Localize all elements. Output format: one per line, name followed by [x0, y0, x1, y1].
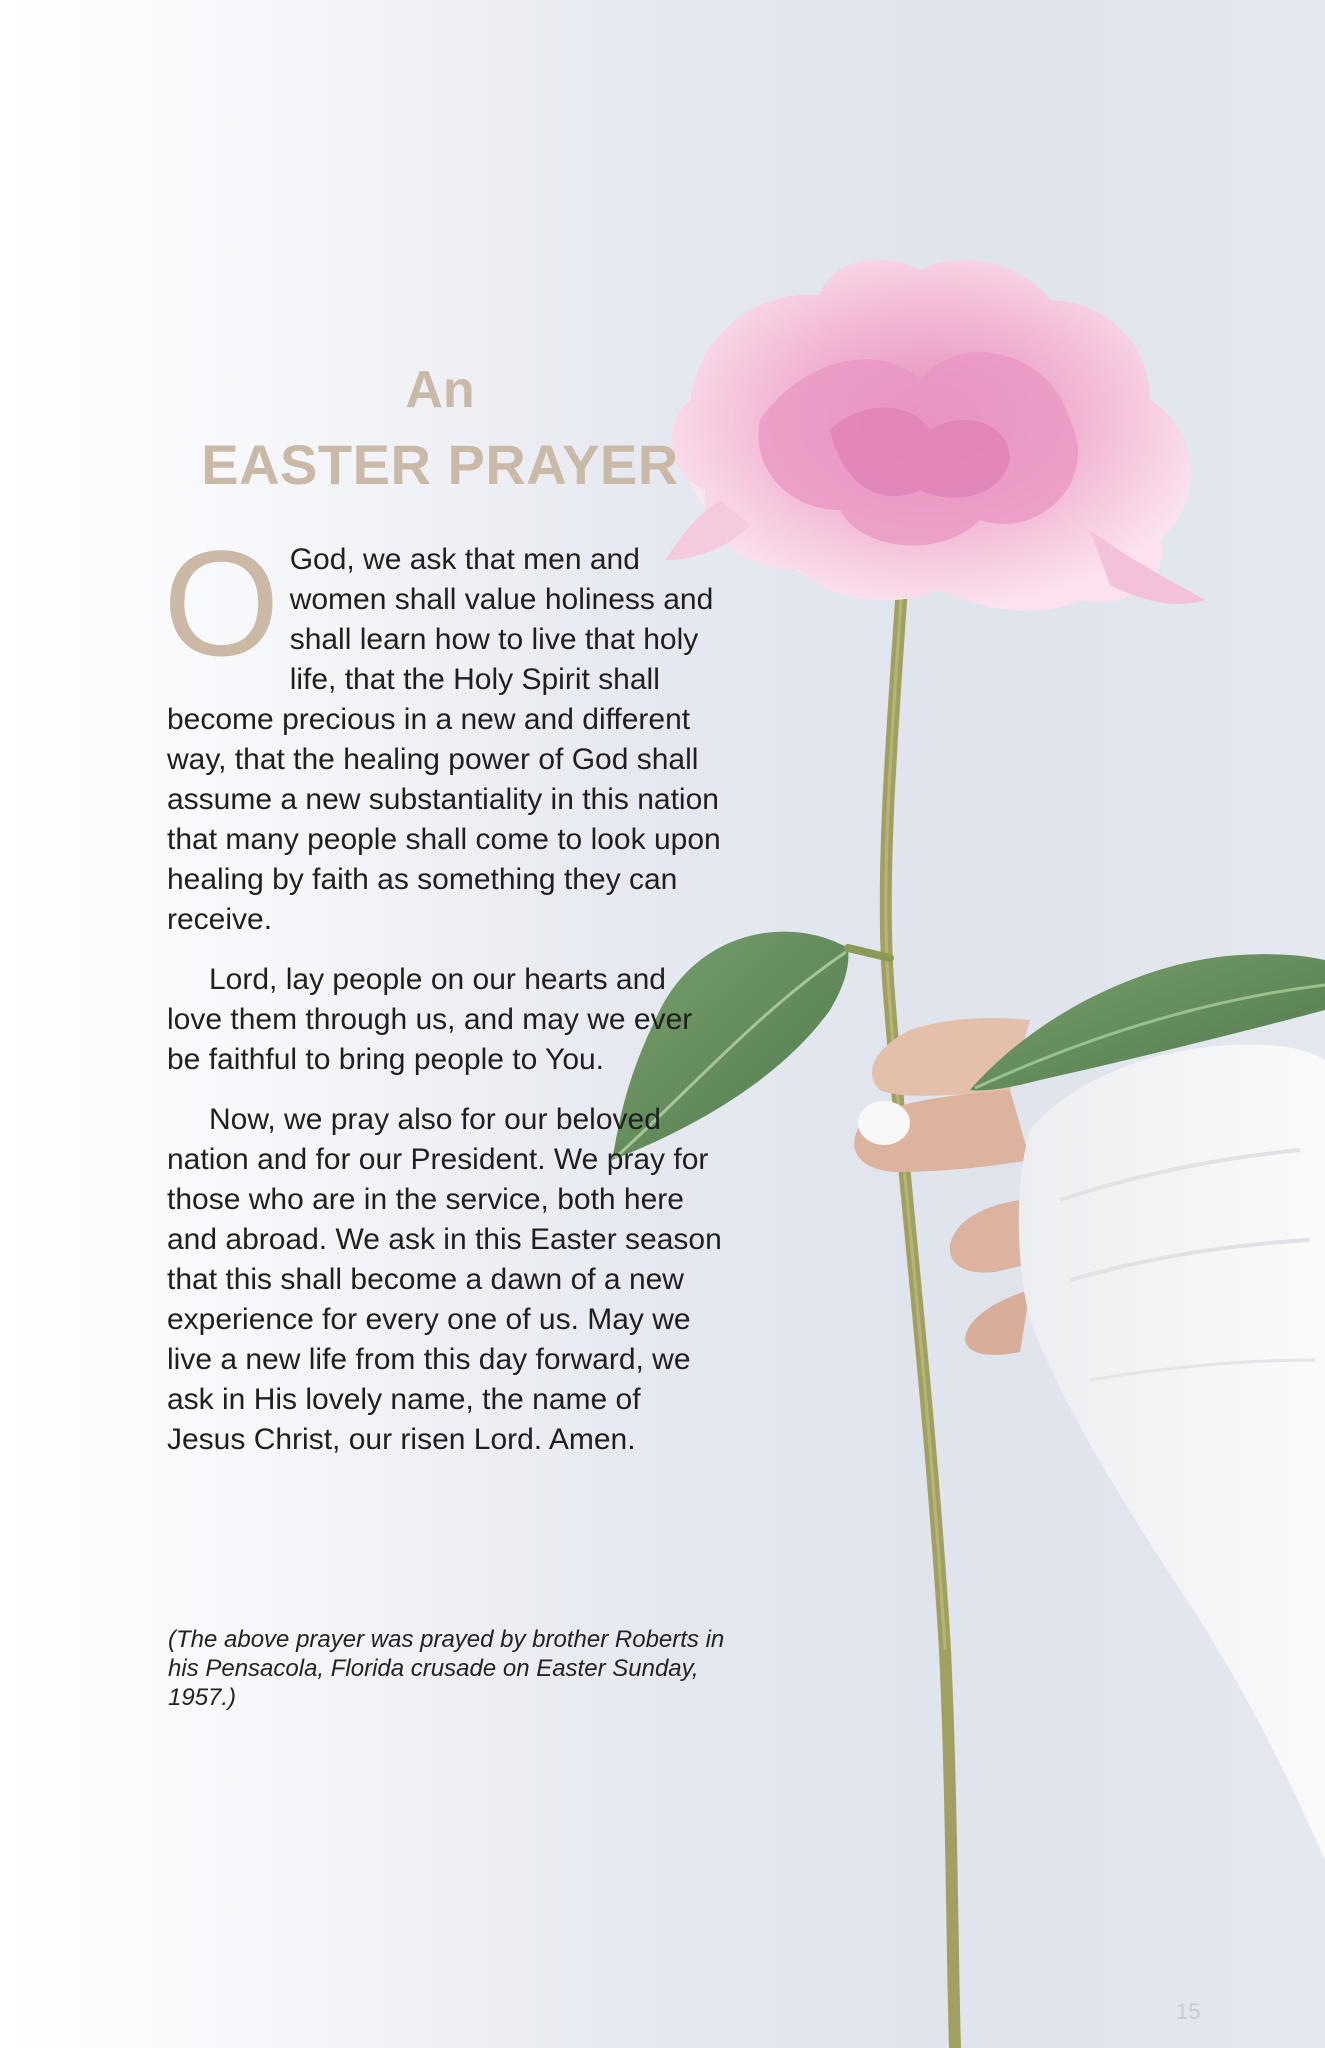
prayer-body — [163, 519, 727, 1480]
paragraph-1-text: God, we ask that men and women shall value holiness and shall learn how to live that holy life, that the Holy Spirit shall become precious in a new and different way, that the healing power of God shall assume a new substantiality in this nation that many people shall come to look upon healing by faith as something they can receive. — [167, 543, 721, 936]
title-line-2: EASTER PRAYER — [201, 433, 679, 496]
attribution-note: (The above prayer was prayed by brother Roberts in his Pensacola, Florida crusade on Easter Sunday, 1957.) — [168, 1626, 725, 1711]
drop-cap: O — [163, 519, 280, 687]
prayer-paragraph-3: Now, we pray also for our beloved nation and for our President. We pray for those who are in the service, both here and abroad. We ask in this Easter season that this shall become a dawn of a new experience for every one of us. May we live a new life from this day forward, we ask in His lovely name, the name of Jesus Christ, our risen Lord. Amen. — [167, 1103, 722, 1456]
title-line-1: An — [405, 361, 475, 419]
page-number: 15 — [1176, 1999, 1201, 2024]
prayer-paragraph-1 — [163, 519, 727, 940]
prayer-paragraph-2: Lord, lay people on our hearts and love them through us, and may we ever be faithful to bring people to You. — [167, 963, 693, 1076]
